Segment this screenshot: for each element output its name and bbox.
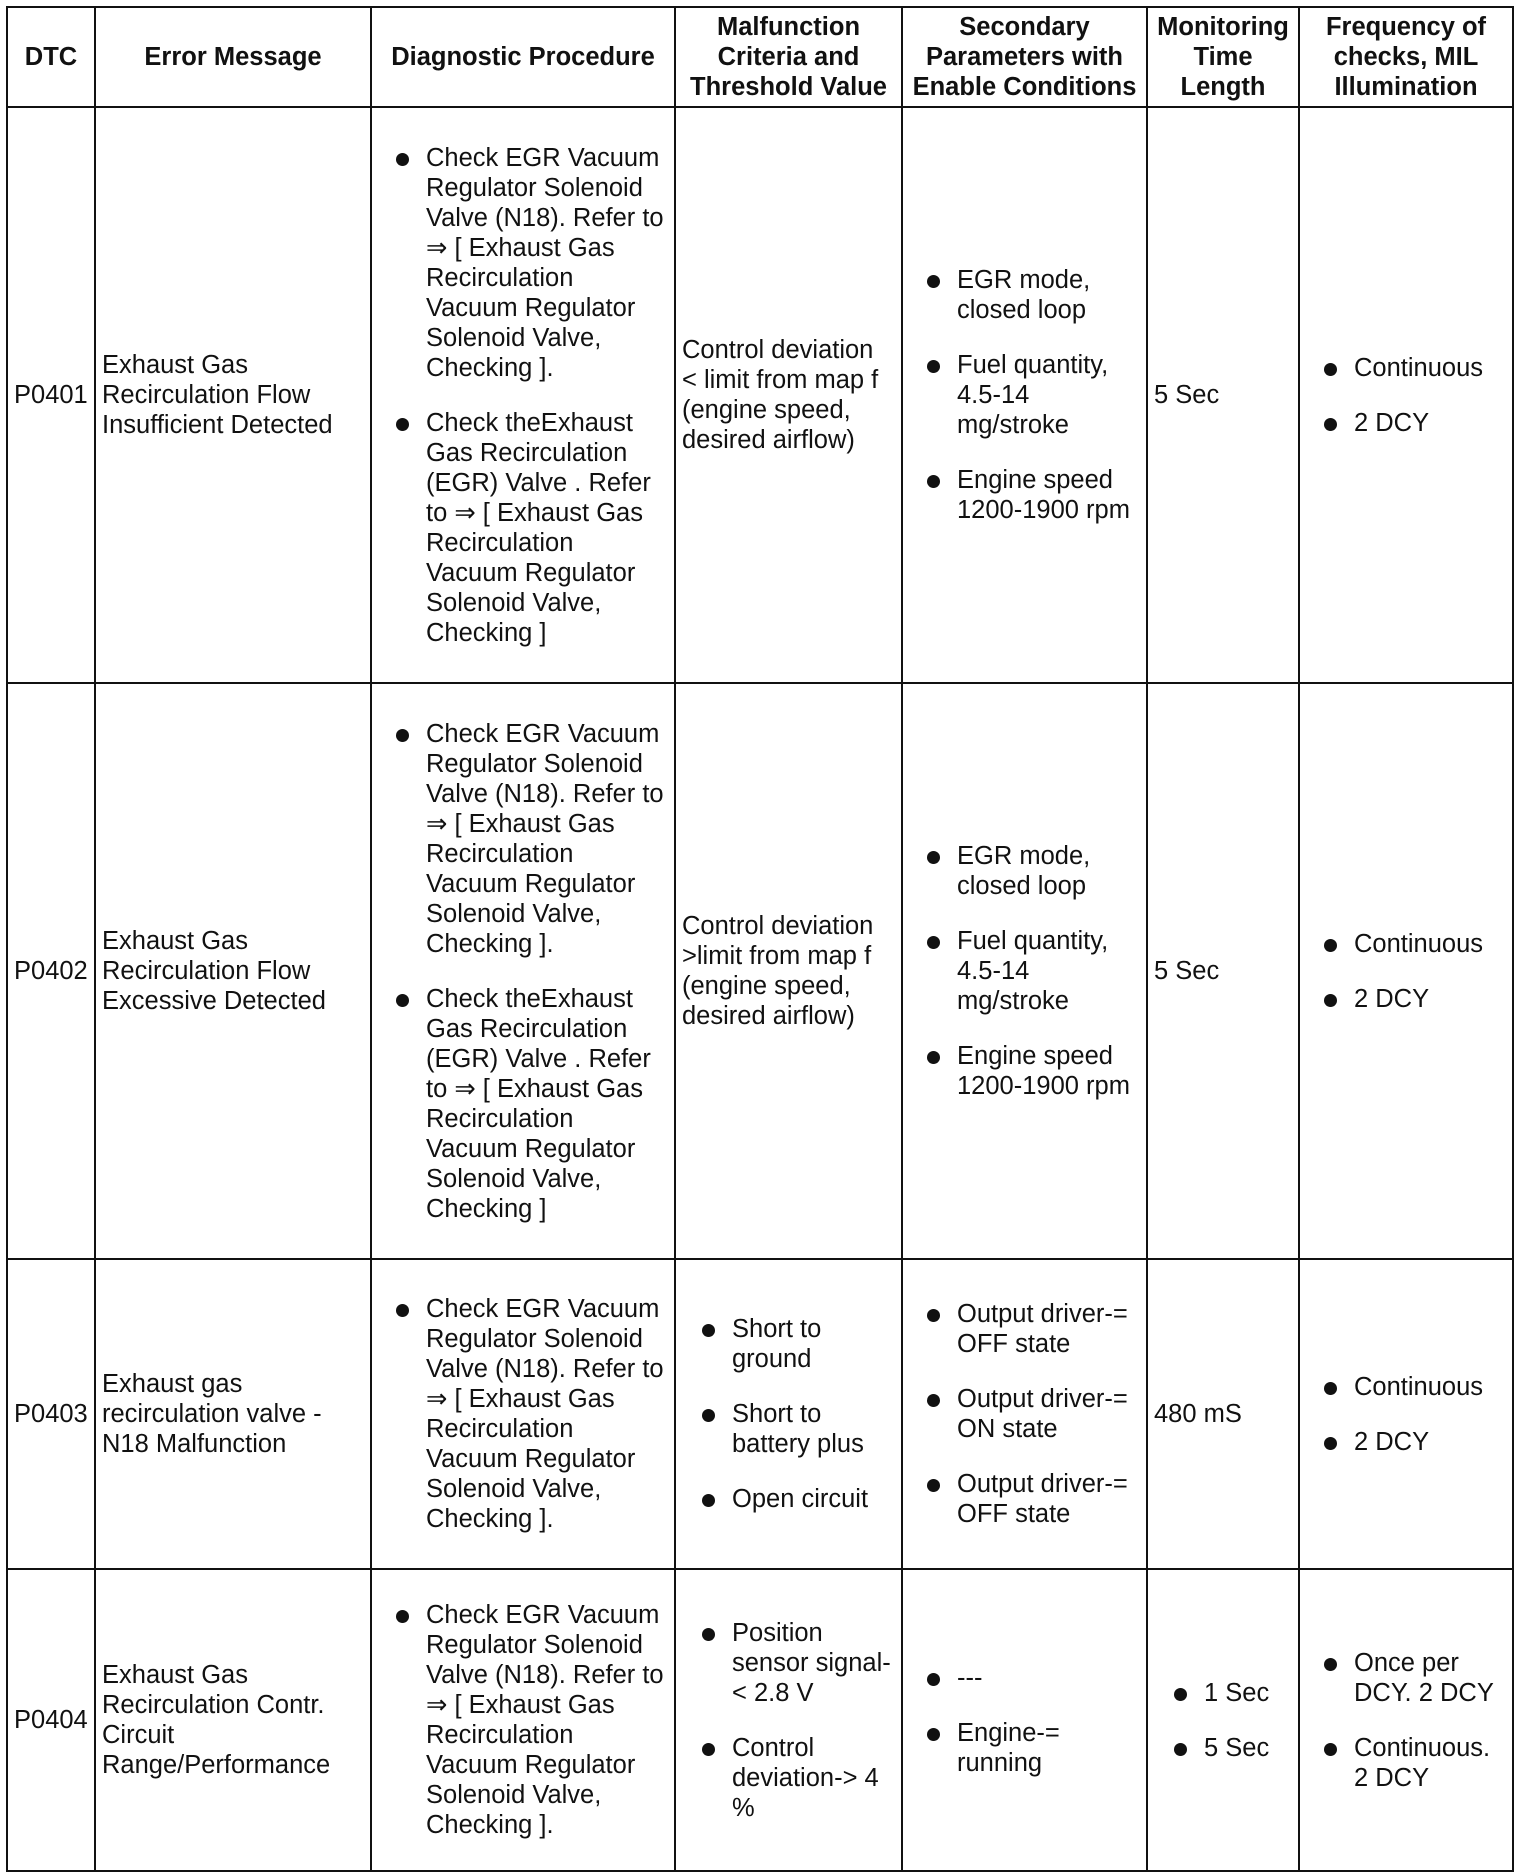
- parameter-item: Fuel quantity, 4.5-14 mg/stroke: [923, 926, 1140, 1016]
- monitoring-item: 1 Sec: [1170, 1678, 1292, 1708]
- error-message: Exhaust Gas Recirculation Flow Insufficient Detected: [95, 107, 371, 683]
- frequency-item: 2 DCY: [1320, 1427, 1506, 1457]
- diagnostic-procedure: [371, 683, 675, 1259]
- secondary-parameters: [902, 107, 1147, 683]
- table-row: [7, 683, 1513, 1259]
- monitoring-item: 5 Sec: [1170, 1733, 1292, 1763]
- secondary-parameters: [902, 1569, 1147, 1871]
- parameter-item: Engine speed 1200-1900 rpm: [923, 465, 1140, 525]
- parameter-item: Fuel quantity, 4.5-14 mg/stroke: [923, 350, 1140, 440]
- criteria-item: Open circuit: [698, 1484, 895, 1514]
- monitoring-time: 5 Sec: [1147, 683, 1299, 1259]
- error-message: Exhaust Gas Recirculation Contr. Circuit Range/Performance: [95, 1569, 371, 1871]
- dtc-code: P0403: [7, 1259, 95, 1569]
- frequency-item: Continuous: [1320, 929, 1506, 959]
- procedure-item: Check EGR Vacuum Regulator Solenoid Valve (N18). Refer to ⇒ [ Exhaust Gas Recirculation Vacuum Regulator Solenoid Valve, Checking ].: [392, 719, 670, 959]
- error-message: Exhaust Gas Recirculation Flow Excessive Detected: [95, 683, 371, 1259]
- header-frequency: Frequency of checks, MIL Illumination: [1299, 7, 1513, 107]
- parameter-item: Output driver-= OFF state: [923, 1299, 1140, 1359]
- header-diagnostic-procedure: Diagnostic Procedure: [371, 7, 675, 107]
- table-row: [7, 1569, 1513, 1871]
- procedure-item: Check theExhaust Gas Recirculation (EGR) Valve . Refer to ⇒ [ Exhaust Gas Recirculation Vacuum Regulator Solenoid Valve, Checking ]: [392, 408, 670, 648]
- error-message: Exhaust gas recirculation valve -N18 Malfunction: [95, 1259, 371, 1569]
- procedure-item: Check EGR Vacuum Regulator Solenoid Valve (N18). Refer to ⇒ [ Exhaust Gas Recirculation Vacuum Regulator Solenoid Valve, Checking ].: [392, 143, 670, 383]
- dtc-table: [6, 6, 1514, 1872]
- criteria-item: Short to battery plus: [698, 1399, 895, 1459]
- header-monitoring-time: Monitoring Time Length: [1147, 7, 1299, 107]
- frequency: [1299, 1569, 1513, 1871]
- secondary-parameters: [902, 683, 1147, 1259]
- criteria-item: Short to ground: [698, 1314, 895, 1374]
- parameter-item: EGR mode, closed loop: [923, 265, 1140, 325]
- parameter-item: EGR mode, closed loop: [923, 841, 1140, 901]
- frequency-item: Continuous. 2 DCY: [1320, 1733, 1506, 1793]
- header-error-message: Error Message: [95, 7, 371, 107]
- monitoring-time: 480 mS: [1147, 1259, 1299, 1569]
- parameter-item: Output driver-= OFF state: [923, 1469, 1140, 1529]
- frequency-item: Once per DCY. 2 DCY: [1320, 1648, 1506, 1708]
- frequency-item: 2 DCY: [1320, 984, 1506, 1014]
- monitoring-time: 5 Sec: [1147, 107, 1299, 683]
- table-row: [7, 107, 1513, 683]
- diagnostic-procedure: [371, 1259, 675, 1569]
- header-malfunction-criteria: Malfunction Criteria and Threshold Value: [675, 7, 902, 107]
- malfunction-criteria: [675, 1259, 902, 1569]
- procedure-item: Check EGR Vacuum Regulator Solenoid Valve (N18). Refer to ⇒ [ Exhaust Gas Recirculation Vacuum Regulator Solenoid Valve, Checking ].: [392, 1294, 670, 1534]
- malfunction-criteria: Control deviation >limit from map f (engine speed, desired airflow): [675, 683, 902, 1259]
- parameter-item: ---: [923, 1663, 1140, 1693]
- frequency-item: Continuous: [1320, 353, 1506, 383]
- procedure-item: Check EGR Vacuum Regulator Solenoid Valve (N18). Refer to ⇒ [ Exhaust Gas Recirculation Vacuum Regulator Solenoid Valve, Checking ].: [392, 1600, 670, 1840]
- dtc-code: P0402: [7, 683, 95, 1259]
- malfunction-criteria: [675, 1569, 902, 1871]
- procedure-item: Check theExhaust Gas Recirculation (EGR) Valve . Refer to ⇒ [ Exhaust Gas Recirculation Vacuum Regulator Solenoid Valve, Checking ]: [392, 984, 670, 1224]
- header-row: [7, 7, 1513, 107]
- dtc-code: P0404: [7, 1569, 95, 1871]
- table-row: [7, 1259, 1513, 1569]
- criteria-item: Control deviation-> 4 %: [698, 1733, 895, 1823]
- frequency: [1299, 1259, 1513, 1569]
- diagnostic-procedure: [371, 1569, 675, 1871]
- criteria-item: Position sensor signal-< 2.8 V: [698, 1618, 895, 1708]
- parameter-item: Engine speed 1200-1900 rpm: [923, 1041, 1140, 1101]
- dtc-code: P0401: [7, 107, 95, 683]
- parameter-item: Engine-= running: [923, 1718, 1140, 1778]
- frequency-item: 2 DCY: [1320, 408, 1506, 438]
- header-secondary-parameters: Secondary Parameters with Enable Conditions: [902, 7, 1147, 107]
- frequency-item: Continuous: [1320, 1372, 1506, 1402]
- monitoring-time: [1147, 1569, 1299, 1871]
- secondary-parameters: [902, 1259, 1147, 1569]
- diagnostic-procedure: [371, 107, 675, 683]
- frequency: [1299, 107, 1513, 683]
- parameter-item: Output driver-= ON state: [923, 1384, 1140, 1444]
- header-dtc: DTC: [7, 7, 95, 107]
- frequency: [1299, 683, 1513, 1259]
- malfunction-criteria: Control deviation < limit from map f (engine speed, desired airflow): [675, 107, 902, 683]
